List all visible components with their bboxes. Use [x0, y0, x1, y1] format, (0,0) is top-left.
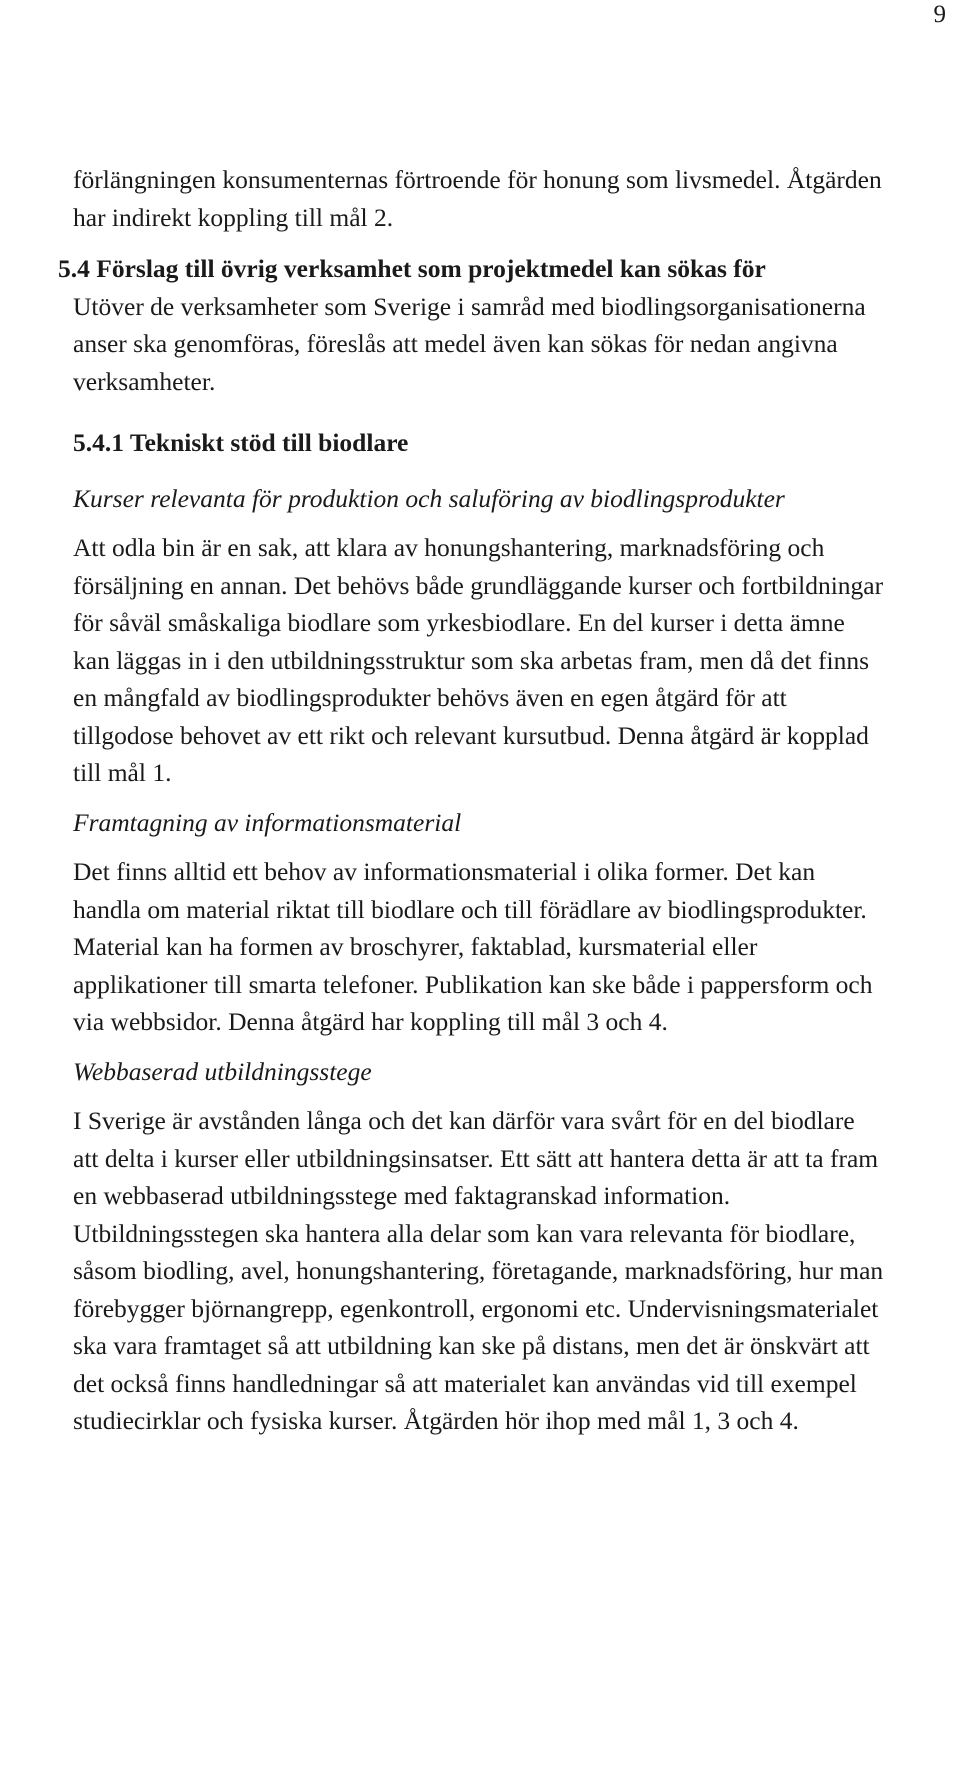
topic-body-web-education: I Sverige är avstånden långa och det kan därför vara svårt för en del biodlare att delta i kurser eller utbildningsinsatser. Ett sätt att hantera detta är att ta fram en webbaserad utbildningsstege med faktagranskad information. Utbildningsstegen ska hantera alla delar som kan vara relevanta för biodlare, såsom biodling, avel, honungshantering, företagande, marknadsföring, hur man förebygger björnangrepp, egenkontroll, ergonomi etc. Undervisningsmaterialet ska vara framtaget så att utbildning kan ske på distans, men det är önskvärt att det också finns handledningar så att materialet kan användas vid till exempel studiecirklar och fysiska kurser. Åtgärden hör ihop med mål 1, 3 och 4. — [73, 1106, 884, 1435]
section-heading: 5.4 Förslag till övrig verksamhet som projektmedel kan sökas för — [58, 254, 766, 283]
section-body: Utöver de verksamheter som Sverige i samråd med biodlingsorganisationerna anser ska genomföras, föreslås att medel även kan sökas för nedan angivna verksamheter. — [73, 291, 866, 396]
page-content — [58, 161, 885, 1440]
topic-body-information-material: Det finns alltid ett behov av informationsmaterial i olika former. Det kan handla om material riktat till biodlare och till förädlare av biodlingsprodukter. Material kan ha formen av broschyrer, faktablad, kursmaterial eller applikationer till smarta telefoner. Publikation kan ske både i pappersform och via webbsidor. Denna åtgärd har koppling till mål 3 och 4. — [73, 857, 873, 1036]
topic-title-information-material: Framtagning av informationsmaterial — [73, 807, 462, 837]
page-number: 9 — [933, 1, 946, 28]
topic-title-courses: Kurser relevanta för produktion och saluföring av biodlingsprodukter — [73, 483, 785, 513]
topic-body-courses: Att odla bin är en sak, att klara av honungshantering, marknadsföring och försäljning en annan. Det behövs både grundläggande kurser och fortbildningar för såväl småskaliga biodlare som yrkesbiodlare. En del kurser i detta ämne kan läggas in i den utbildningsstruktur som ska arbetas fram, men då det finns en mångfald av biodlingsprodukter behövs även en egen åtgärd för att tillgodose behovet av ett rikt och relevant kursutbud. Denna åtgärd är kopplad till mål 1. — [73, 533, 884, 787]
subsection-heading: 5.4.1 Tekniskt stöd till biodlare — [73, 428, 409, 457]
topic-title-web-education: Webbaserad utbildningsstege — [73, 1056, 372, 1086]
intro-paragraph: förlängningen konsumenternas förtroende för honung som livsmedel. Åtgärden har indirekt koppling till mål 2. — [73, 165, 882, 232]
